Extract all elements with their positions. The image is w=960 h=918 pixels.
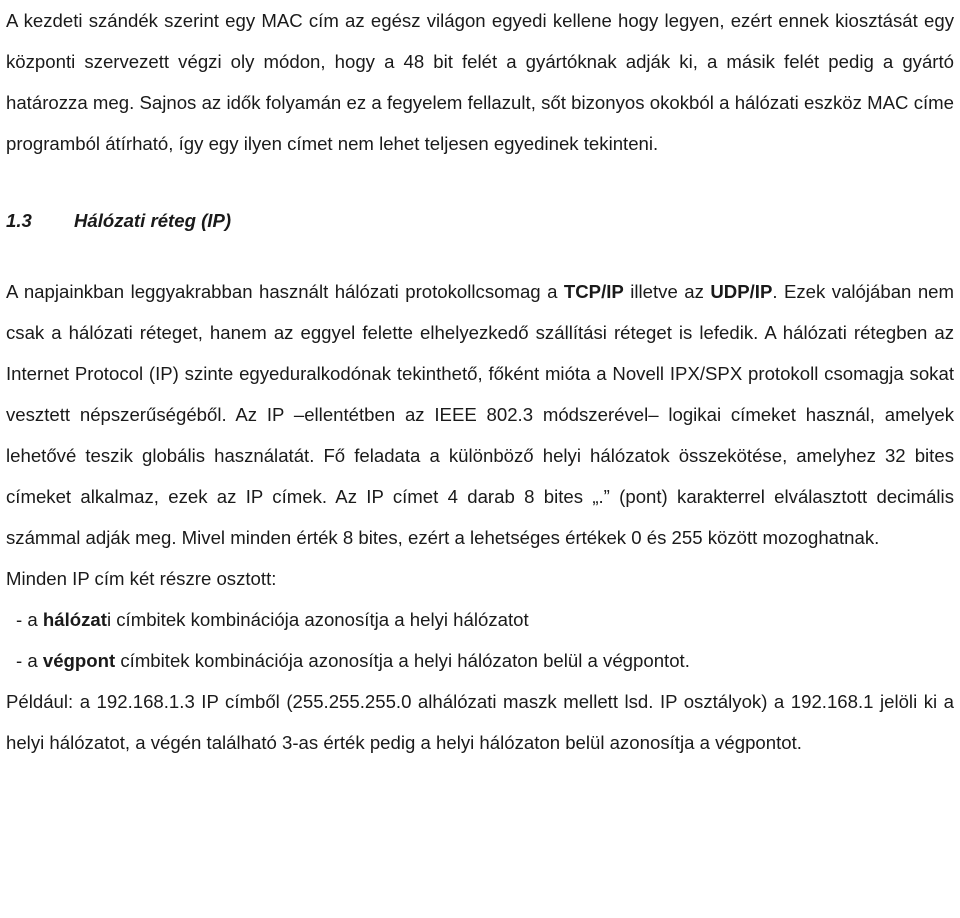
intro-paragraph: A kezdeti szándék szerint egy MAC cím az egész világon egyedi kellene hogy legyen, ezért ennek kiosztását egy központi szervezett végzi oly módon, hogy a 48 bit felét a gyártóknak adják ki, a másik felét pedig a gyártó határozza meg. Sajnos az idők folyamán ez a fegyelem fellazult, sőt bizonyos okokból a hálózati eszköz MAC címe programból átírható, így egy ilyen címet nem lehet teljesen egyedinek tekinteni. <box>6 10 954 154</box>
list-item-bold-term: hálózat <box>42 609 107 630</box>
list-item-bold-term: végpont <box>42 650 116 671</box>
main-paragraph-part1: A napjainkban leggyakrabban használt hálózati protokollcsomag a <box>6 281 564 302</box>
list-item-text: címbitek kombinációja azonosítja a helyi hálózaton belül a végpontot. <box>115 650 690 671</box>
section-heading <box>6 200 954 241</box>
section-number: 1.3 <box>6 210 32 231</box>
document-page <box>6 0 954 763</box>
split-intro: Minden IP cím két részre osztott: <box>6 568 277 589</box>
example-paragraph: Például: a 192.168.1.3 IP címből (255.255.255.0 alhálózati maszk mellett lsd. IP osztályok) a 192.168.1 jelöli ki a helyi hálózatot, a végén található 3-as érték pedig a helyi hálózaton belül azonosítja a végpontot. <box>6 691 954 753</box>
section-title: Hálózati réteg (IP) <box>74 210 232 231</box>
list-item-text: címbitek kombinációja azonosítja a helyi hálózatot <box>111 609 529 630</box>
list-item-prefix: - a <box>16 609 43 630</box>
main-paragraph <box>6 271 954 558</box>
list-item-prefix: - a <box>16 650 43 671</box>
udpip-term: UDP/IP <box>710 281 773 302</box>
list-item-suffix: i <box>106 609 112 630</box>
main-paragraph-part2: illetve az <box>623 281 711 302</box>
tcpip-term: TCP/IP <box>563 281 624 302</box>
main-paragraph-part3: . Ezek valójában nem csak a hálózati réteget, hanem az eggyel felette elhelyezkedő szállítási réteget is lefedik. A hálózati rétegben az Internet Protocol (IP) szinte egyeduralkodónak tekinthető, főként mióta a Novell IPX/SPX protokoll csomagja sokat vesztett népszerűségéből. Az IP –ellentétben az IEEE 802.3 módszerével– logikai címeket használ, amelyek lehetővé teszik globális használatát. Fő feladata a különböző helyi hálózatok összekötése, amelyhez 32 bites címeket alkalmaz, ezek az IP címek. Az IP címet 4 darab 8 bites „.” (pont) karakterrel elválasztott decimális számmal adják meg. Mivel minden érték 8 bites, ezért a lehetséges értékek 0 és 255 között mozoghatnak. <box>6 281 954 548</box>
list-item <box>6 599 954 640</box>
list-item <box>6 640 954 681</box>
